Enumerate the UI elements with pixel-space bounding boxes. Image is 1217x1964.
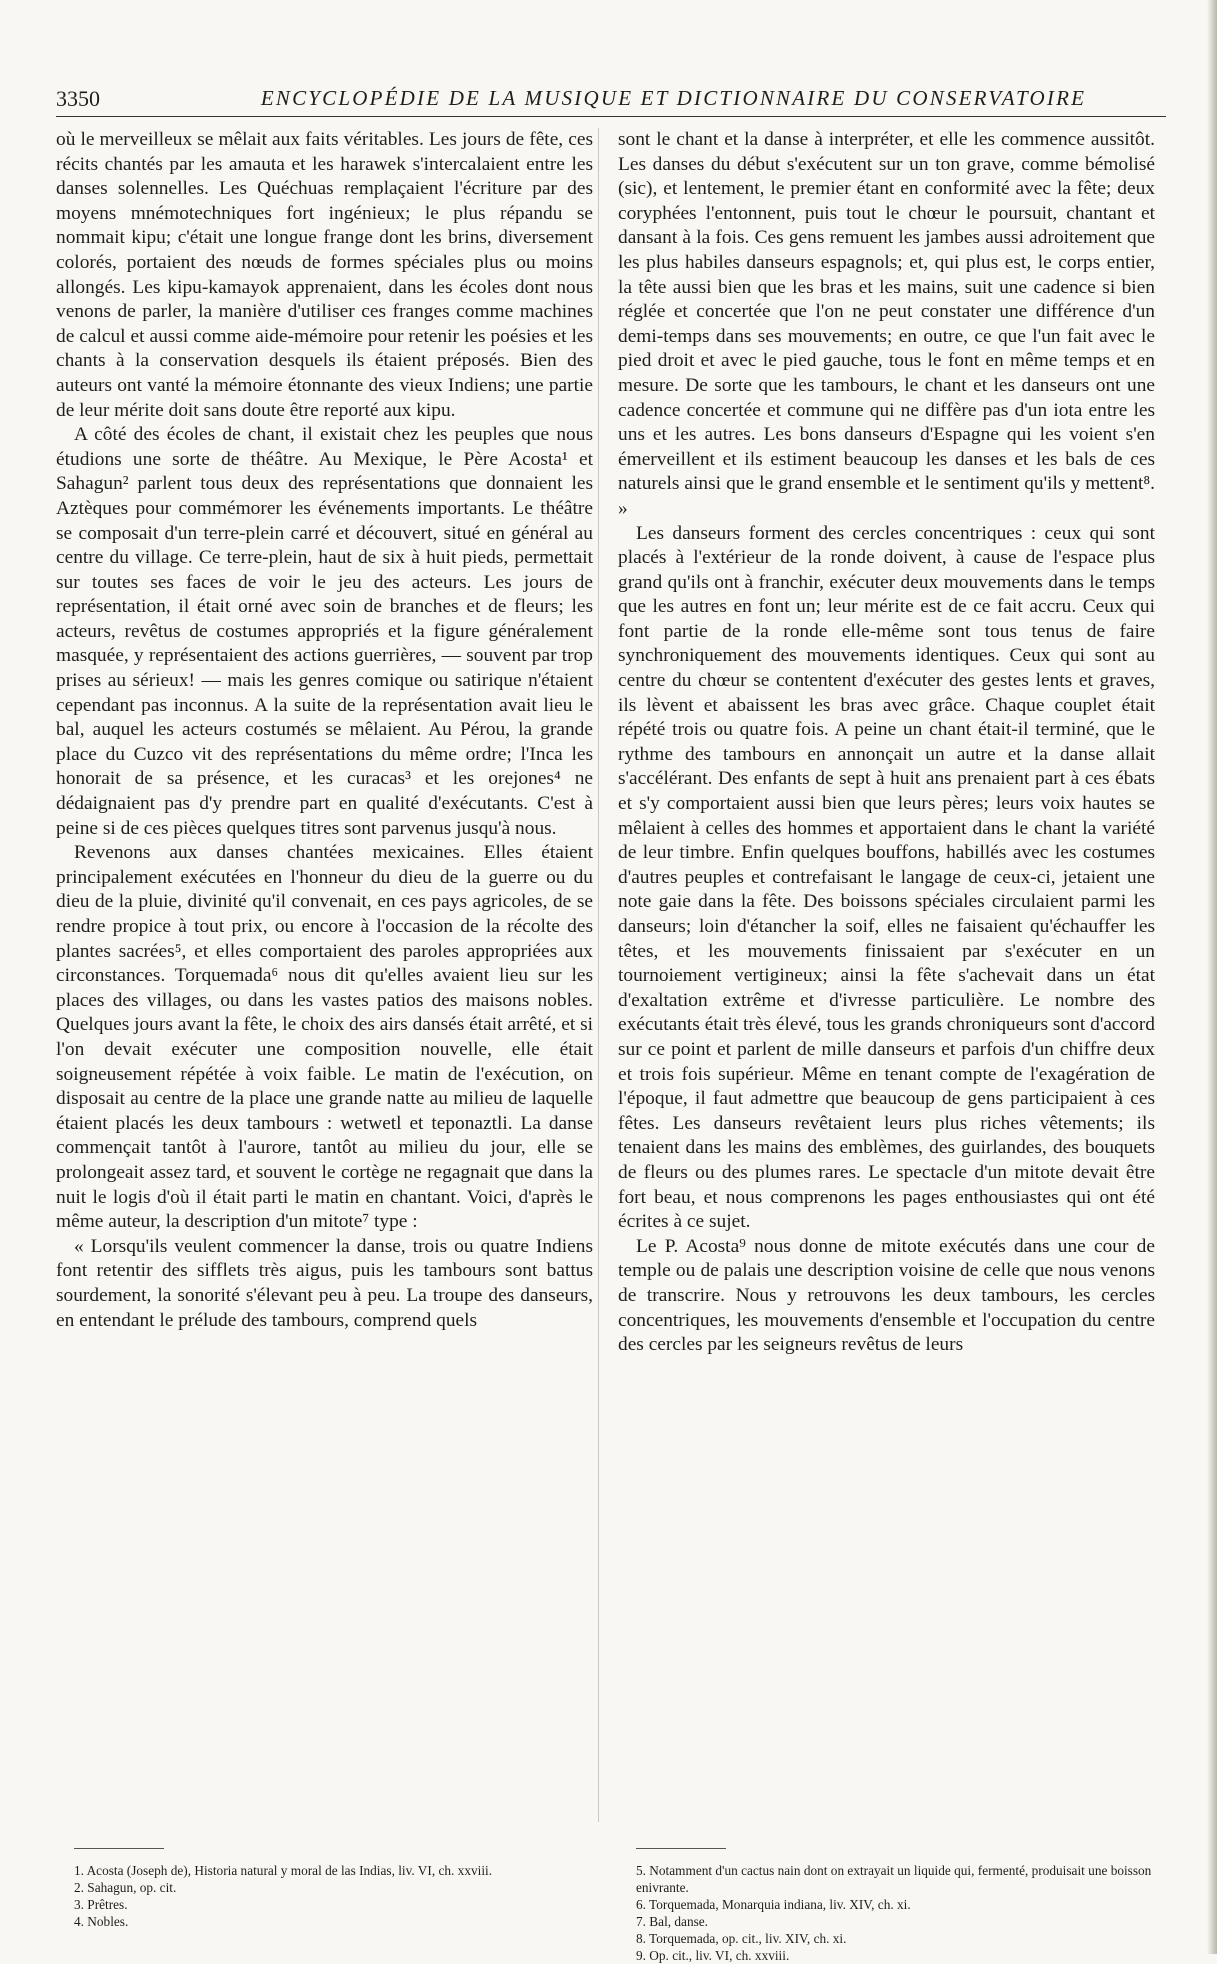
- paragraph: sont le chant et la danse à interpréter, et elle les commence aussitôt. Les danses du début s'exécutent sur un ton grave, comme bémolisé (sic), et lentement, le premier étant en conformité avec la fête; deux coryphées l'entonnent, puis tout le chœur le poursuit, chantant et dansant à la fois. Ces gens remuent les jambes aussi adroitement que les plus habiles danseurs espagnols; et, qui plus est, le corps entier, la tête aussi bien que les bras et les mains, suit une cadence si bien réglée et concertée que l'on ne peut constater une différence d'un demi-temps dans ses mouvements; en outre, ce que l'un fait avec le pied droit et avec le pied gauche, tous le font en même temps et en mesure. De sorte que les tambours, le chant et les danseurs ont une cadence concertée et commune qui ne diffère pas d'un iota entre les uns et les autres. Les bons danseurs d'Espagne qui les voient s'en émerveillent et ils estiment beaucoup les danses et les bals de ces naturels ainsi que le grand ensemble et le sentiment qu'ils y mettent⁸. »: [618, 129, 1155, 519]
- paragraph: où le merveilleux se mêlait aux faits véritables. Les jours de fête, ces récits chantés par les amauta et les harawek s'intercalaient entre les danses solennelles. Les Quéchuas remplaçaient l'écriture par des moyens mnémotechniques fort ingénieux; le plus répandu se nommait kipu; c'était une longue frange dont les brins, diversement colorés, portaient des nœuds de formes spéciales plus ou moins allongés. Les kipu-kamayok apprenaient, dans les écoles dont nous venons de parler, la manière d'utiliser ces franges comme machines de calcul et aussi comme aide-mémoire pour retenir les poésies et les chants à la conservation desquels ils étaient préposés. Bien des auteurs ont vanté la mémoire étonnante des vieux Indiens; une partie de leur mérite doit sans doute être reporté aux kipu.: [56, 129, 593, 421]
- page-number: 3350: [56, 86, 100, 111]
- footnote: 2. Sahagun, op. cit.: [74, 1880, 177, 1895]
- right-column: [618, 128, 1155, 1358]
- footnotes-right: [636, 1862, 1155, 1964]
- paragraph: Revenons aux danses chantées mexicaines. Elles étaient principalement exécutées en l'honneur du dieu de la guerre ou du dieu de la pluie, divinité qu'il convenait, en ces pays agricoles, de se rendre propice à tout prix, ou encore à l'occasion de la récolte des plantes sacrées⁵, et elles comportaient des paroles appropriées aux circonstances. Torquemada⁶ nous dit qu'elles avaient lieu sur les places des villages, ou dans les vastes patios des maisons nobles. Quelques jours avant la fête, le choix des airs dansés était arrêté, et si l'on devait exécuter une composition nouvelle, elle était soigneusement répétée à voix faible. Le matin de l'exécution, on disposait au centre de la place une grande natte au milieu de laquelle étaient placés les deux tambours : wetwetl et teponaztli. La danse commençait tantôt à l'aurore, tantôt au milieu du jour, elle se prolongeait assez tard, et souvent le cortège ne regagnait que dans la nuit le logis d'où il était parti le matin en chantant. Voici, d'après le même auteur, la description d'un mitote⁷ type :: [56, 842, 593, 1233]
- footnote: 4. Nobles.: [74, 1914, 129, 1929]
- page-edge: [1207, 0, 1217, 1954]
- footnote: 1. Acosta (Joseph de), Historia natural y moral de las Indias, liv. VI, ch. xxviii.: [74, 1863, 493, 1878]
- footnote: 7. Bal, danse.: [636, 1914, 709, 1929]
- left-column: [56, 128, 593, 1333]
- footnote: 8. Torquemada, op. cit., liv. XIV, ch. xi.: [636, 1931, 847, 1946]
- paragraph: « Lorsqu'ils veulent commencer la danse, trois ou quatre Indiens font retentir des sifflets très aigus, puis les tambours sont battus sourdement, la sonorité s'élevant peu à peu. La troupe des danseurs, en entendant le prélude des tambours, comprend quels: [56, 1235, 593, 1331]
- footnote: 9. Op. cit., liv. VI, ch. xxviii.: [636, 1948, 790, 1963]
- paragraph: Le P. Acosta⁹ nous donne de mitote exécutés dans une cour de temple ou de palais une description voisine de celle que nous venons de transcrire. Nous y retrouvons les deux tambours, les cercles concentriques, les mouvements d'ensemble et l'occupation du centre des cercles par les seigneurs revêtus de leurs: [618, 1235, 1155, 1356]
- footnote: 3. Prêtres.: [74, 1897, 128, 1912]
- footnote: 6. Torquemada, Monarquia indiana, liv. XIV, ch. xi.: [636, 1897, 911, 1912]
- page-header: [56, 86, 1166, 117]
- footnote-rule: [74, 1848, 164, 1849]
- footnote-rule: [636, 1848, 726, 1849]
- column-divider: [598, 128, 599, 1822]
- running-title: ENCYCLOPÉDIE DE LA MUSIQUE ET DICTIONNAIRE DU CONSERVATOIRE: [260, 86, 1087, 110]
- footnotes-left: [74, 1862, 593, 1930]
- paragraph: A côté des écoles de chant, il existait chez les peuples que nous étudions une sorte de théâtre. Au Mexique, le Père Acosta¹ et Sahagun² parlent tous deux des représentations que donnaient les Aztèques pour commémorer les événements importants. Le théâtre se composait d'un terre-plein carré et découvert, situé en général au centre du village. Ce terre-plein, haut de six à huit pieds, permettait sur toutes ses faces de voir le jeu des acteurs. Les jours de représentation, il était orné avec soin de branches et de fleurs; les acteurs, revêtus de costumes appropriés et la figure généralement masquée, y représentaient des actions guerrières, — souvent par trop prises au sérieux! — mais les genres comique ou satirique n'étaient cependant pas inconnus. A la suite de la représentation avait lieu le bal, auquel les acteurs costumés se mêlaient. Au Pérou, la grande place du Cuzco vit des représentations du même ordre; l'Inca les honorait de sa présence, et les curacas³ et les orejones⁴ ne dédaignaient pas d'y prendre part en qualité d'exécutants. C'est à peine si de ces pièces quelques titres sont parvenus jusqu'à nous.: [56, 424, 593, 839]
- footnote: 5. Notamment d'un cactus nain dont on extrayait un liquide qui, fermenté, produisait une boisson enivrante.: [636, 1863, 1152, 1895]
- paragraph: Les danseurs forment des cercles concentriques : ceux qui sont placés à l'extérieur de la ronde doivent, à cause de l'espace plus grand qu'ils ont à franchir, exécuter deux mouvements dans le temps que les autres en font un; leur mérite est de ce fait accru. Ceux qui font partie de la ronde elle-même sont tous tenus de faire synchroniquement des mouvements identiques. Ceux qui sont au centre du chœur se contentent d'exécuter des gestes lents et graves, ils lèvent et abaissent les bras avec grâce. Chaque couplet était répété trois ou quatre fois. A peine un chant était-il terminé, que le rythme des tambours en annonçait un autre et la danse allait s'accélérant. Des enfants de sept à huit ans prenaient part à ces ébats et s'y comportaient aussi bien que leurs pères; leurs voix hautes se mêlaient à celles des hommes et apportaient dans le chant la variété de leur timbre. Enfin quelques bouffons, habillés avec les costumes d'autres peuples et contrefaisant le langage de ceux-ci, jetaient une note gaie dans la fête. Des boissons spéciales circulaient parmi les danseurs; loin d'étancher la soif, elles ne faisaient qu'échauffer les têtes, et les mouvements finissaient par s'exécuter en un tournoiement vertigineux; ainsi la fête s'achevait dans un état d'exaltation extrême et d'ivresse particulière. Le nombre des exécutants était très élevé, tous les grands chroniqueurs sont d'accord sur ce point et parlent de mille danseurs et parfois d'un chiffre deux et trois fois supérieur. Même en tenant compte de l'exagération de l'époque, il faut admettre que beaucoup de gens participaient à ces fêtes. Les danseurs revêtaient leurs plus riches vêtements; ils tenaient dans les mains des emblèmes, des guirlandes, des bouquets de fleurs ou des plumes rares. Le spectacle d'un mitote devait être fort beau, et nous comprenons les pages enthousiastes qui ont été écrites à ce sujet.: [618, 522, 1155, 1233]
